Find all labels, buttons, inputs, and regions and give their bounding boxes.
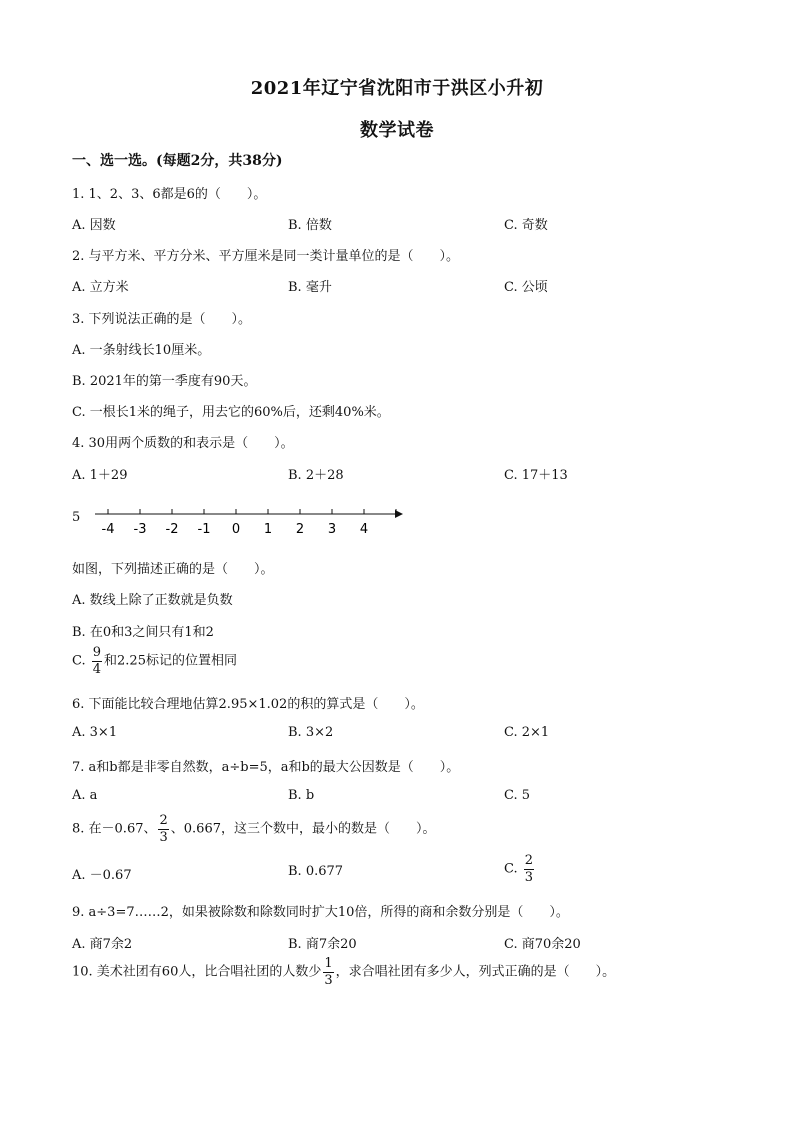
number-line-tick-label: -3	[133, 522, 147, 537]
q1-option-b: B. 倍数	[288, 218, 332, 233]
fraction-numerator: 1	[324, 956, 333, 971]
fraction-denominator: 3	[524, 869, 534, 885]
q7-option-c: C. 5	[504, 788, 531, 803]
question-7: 7. a和b都是非零自然数，a÷b=5，a和b的最大公因数是（ ）。	[72, 760, 460, 775]
fraction-two-thirds	[158, 814, 168, 844]
fraction-denominator: 3	[159, 829, 168, 845]
number-line-tick-label: 2	[295, 522, 305, 537]
q4-option-b: B. 2＋28	[288, 468, 344, 483]
q5-option-a: A. 数线上除了正数就是负数	[72, 593, 233, 608]
q8-option-c	[504, 854, 536, 884]
q7-option-a: A. a	[72, 788, 98, 803]
number-line	[90, 500, 410, 540]
q6-option-a: A. 3×1	[72, 725, 118, 740]
question-10	[72, 957, 615, 987]
question-1: 1. 1、2、3、6都是6的（ ）。	[72, 187, 267, 202]
question-5: 如图，下列描述正确的是（ ）。	[72, 562, 274, 577]
question-9: 9. a÷3=7……2，如果被除数和除数同时扩大10倍，所得的商和余数分别是（ ）。	[72, 905, 569, 920]
q5-option-c	[72, 646, 237, 676]
number-line-tick-label: -4	[101, 522, 115, 537]
page-subtitle: 数学试卷	[360, 120, 434, 141]
fraction-numerator: 2	[524, 853, 534, 868]
number-line-tick-label: 3	[327, 522, 337, 537]
q3-option-b: B. 2021年的第一季度有90天。	[72, 374, 257, 389]
fraction-one-third	[323, 957, 333, 987]
question-4: 4. 30用两个质数的和表示是（ ）。	[72, 436, 294, 451]
page-title: 2021年辽宁省沈阳市于洪区小升初	[250, 78, 544, 99]
q6-option-b: B. 3×2	[288, 725, 334, 740]
q7-option-b: B. b	[288, 788, 315, 803]
fraction-denominator: 4	[92, 661, 102, 677]
question-10-prefix: 10. 美术社团有60人，比合唱社团的人数少	[72, 964, 322, 980]
q1-option-c: C. 奇数	[504, 218, 548, 233]
section-heading: 一、选一选。(每题2分，共38分)	[72, 153, 283, 169]
q9-option-b: B. 商7余20	[288, 937, 357, 952]
number-line-tick-label: 4	[359, 522, 369, 537]
q5-option-c-suffix: 和2.25标记的位置相同	[104, 653, 237, 669]
q4-option-c: C. 17＋13	[504, 468, 568, 483]
q6-option-c: C. 2×1	[504, 725, 550, 740]
fraction-denominator: 3	[324, 972, 333, 988]
question-8-suffix: 、0.667，这三个数中，最小的数是（ ）。	[170, 821, 436, 837]
q5-option-c-prefix: C.	[72, 653, 90, 669]
number-line-tick-label: 1	[263, 522, 273, 537]
fraction-two-thirds	[524, 854, 534, 884]
q8-option-b: B. 0.677	[288, 864, 344, 879]
q8-option-c-prefix: C.	[504, 861, 518, 877]
question-3: 3. 下列说法正确的是（ ）。	[72, 312, 252, 327]
number-line-tick-label: -2	[165, 522, 179, 537]
question-8-prefix: 8. 在－0.67、	[72, 821, 157, 837]
q8-option-a: A. －0.67	[72, 868, 132, 883]
number-line-tick-label: 0	[231, 522, 241, 537]
number-line-tick-label: -1	[197, 522, 211, 537]
q3-option-a: A. 一条射线长10厘米。	[72, 343, 211, 358]
q9-option-c: C. 商70余20	[504, 937, 581, 952]
q3-option-c: C. 一根长1米的绳子，用去它的60%后，还剩40%米。	[72, 405, 390, 420]
question-2: 2. 与平方米、平方分米、平方厘米是同一类计量单位的是（ ）。	[72, 249, 460, 264]
q4-option-a: A. 1＋29	[72, 468, 128, 483]
q5-option-b: B. 在0和3之间只有1和2	[72, 625, 214, 640]
q2-option-a: A. 立方米	[72, 280, 129, 295]
q1-option-a: A. 因数	[72, 218, 116, 233]
question-5-number: 5	[72, 510, 81, 525]
q9-option-a: A. 商7余2	[72, 937, 133, 952]
fraction-nine-fourths	[92, 646, 102, 676]
fraction-numerator: 9	[92, 645, 102, 660]
fraction-numerator: 2	[159, 813, 168, 828]
question-10-suffix: ，求合唱社团有多少人，列式正确的是（ ）。	[335, 964, 616, 980]
question-6: 6. 下面能比较合理地估算2.95×1.02的积的算式是（ ）。	[72, 697, 424, 712]
question-8	[72, 814, 435, 844]
q2-option-b: B. 毫升	[288, 280, 332, 295]
q2-option-c: C. 公顷	[504, 280, 548, 295]
